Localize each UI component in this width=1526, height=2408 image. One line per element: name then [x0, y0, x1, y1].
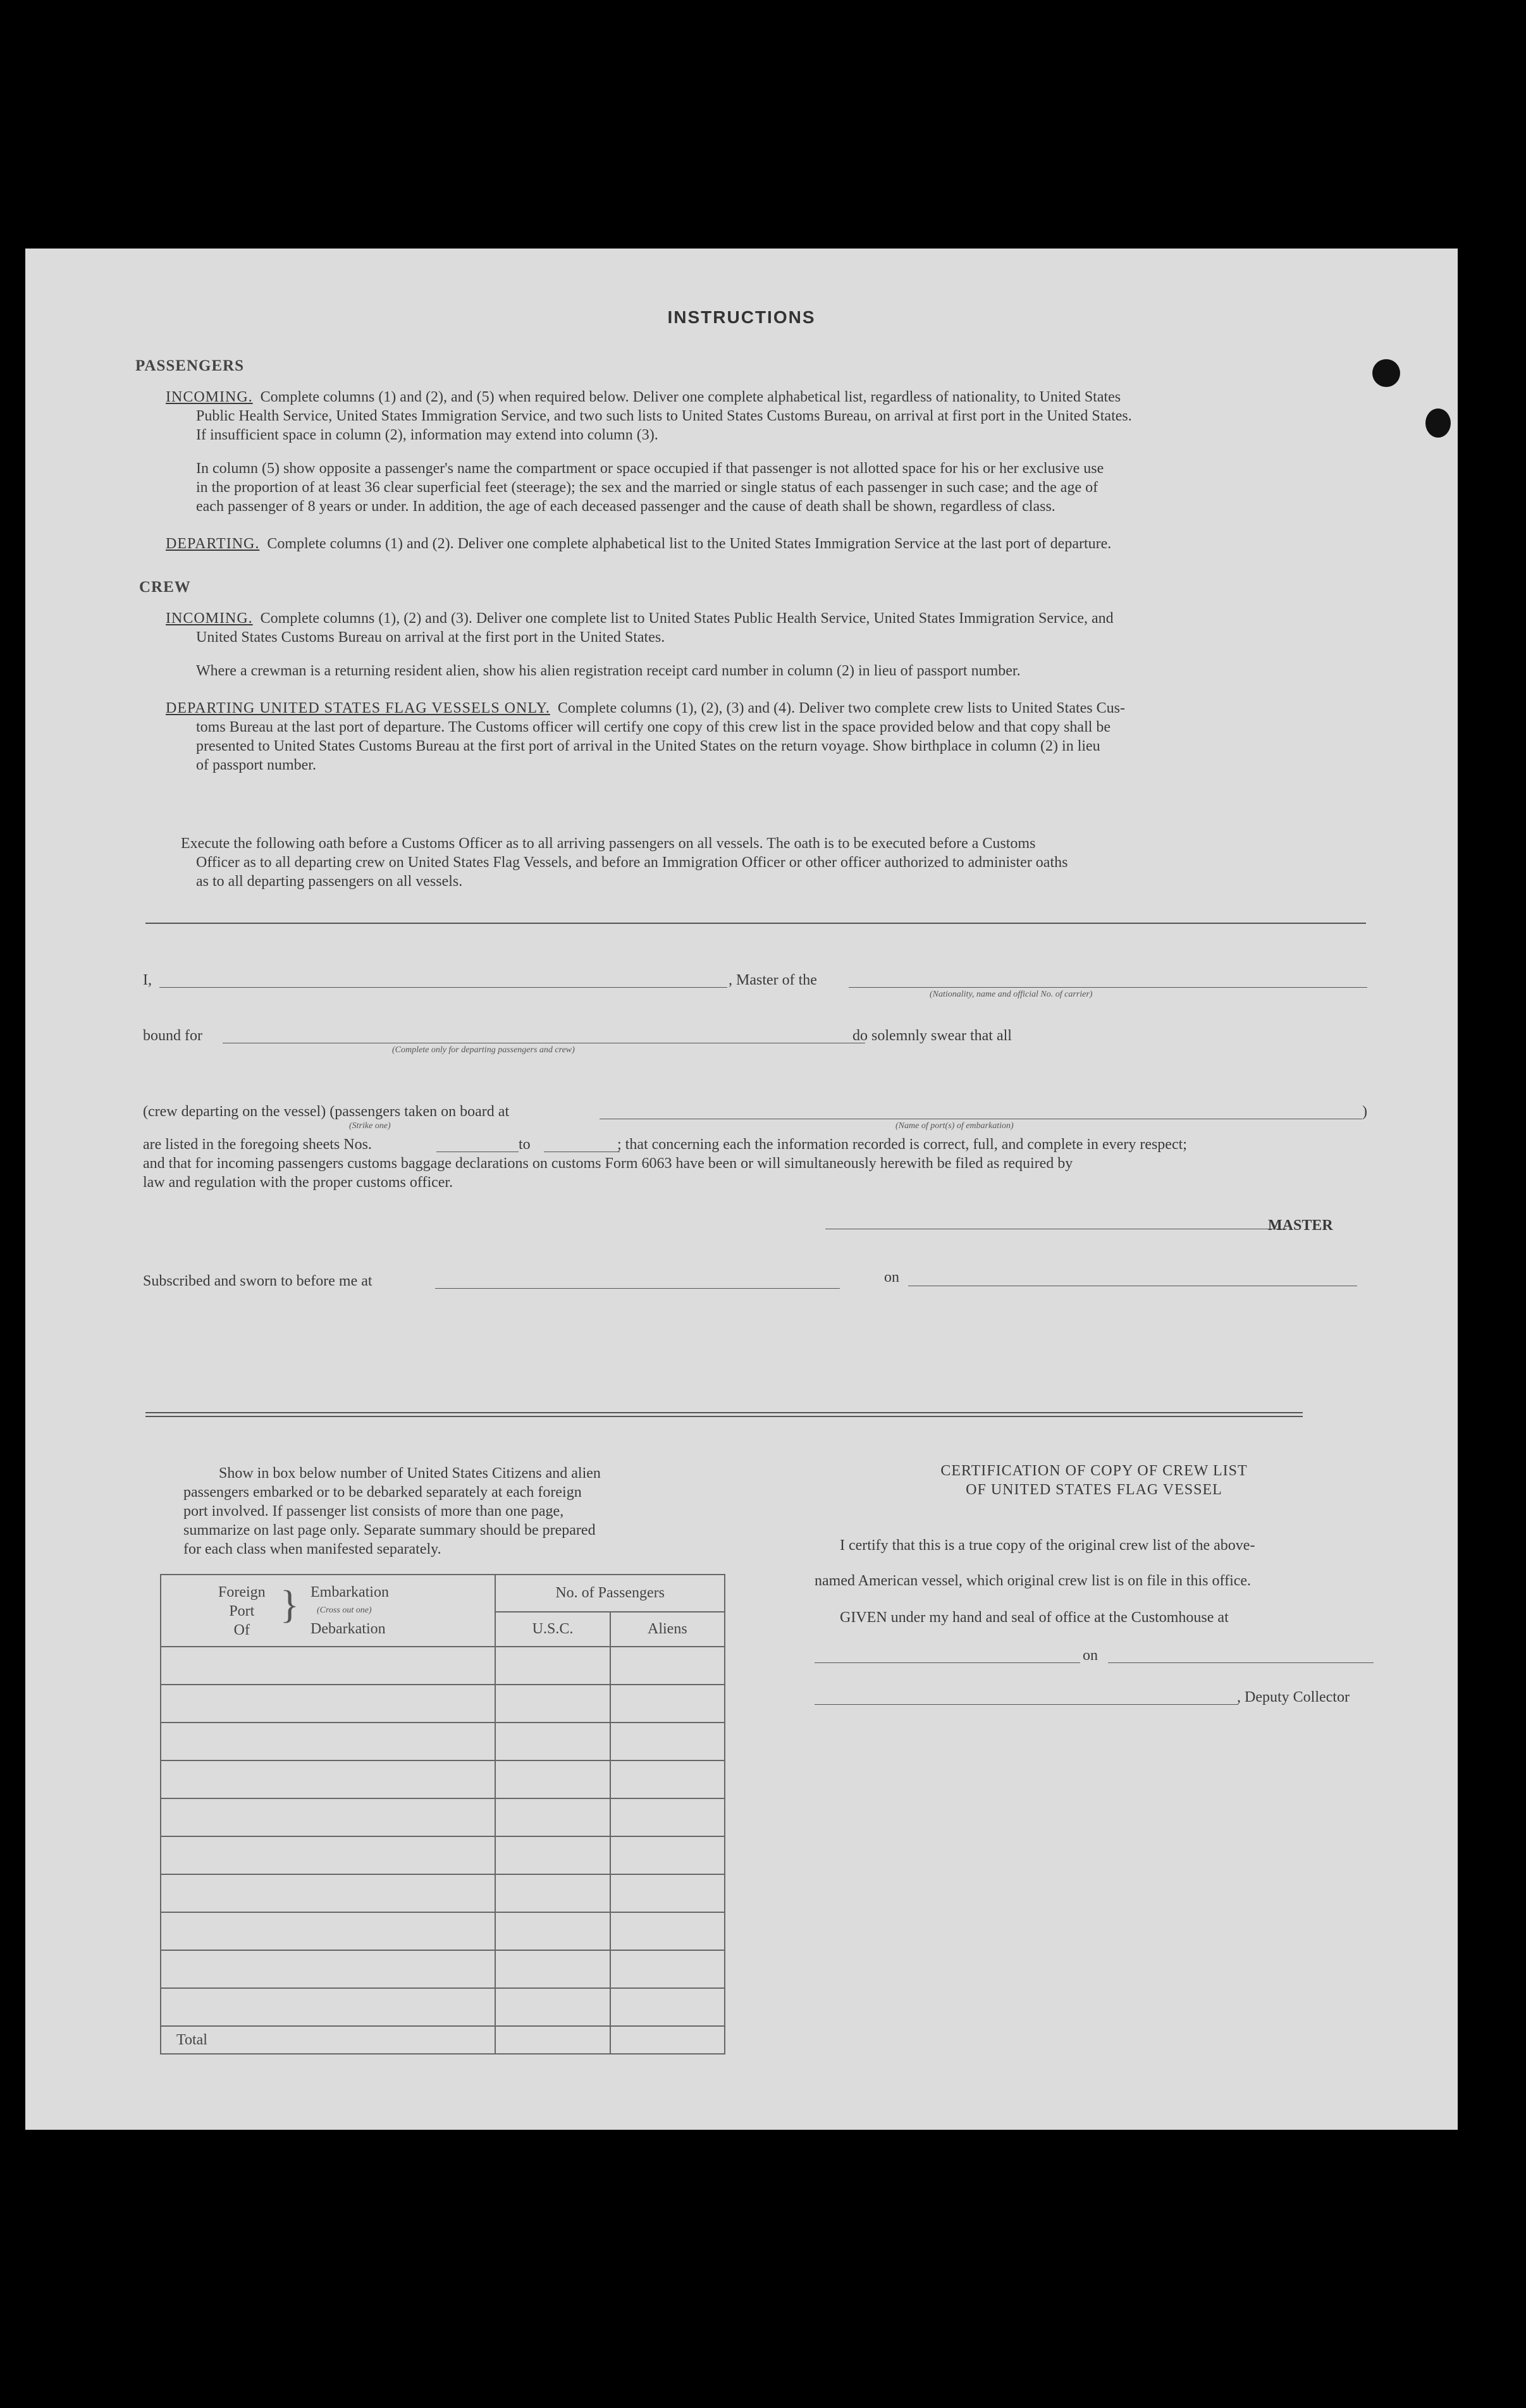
certification-line-3: GIVEN under my hand and seal of office at the Customhouse at [840, 1609, 1229, 1626]
aliens-header: Aliens [610, 1612, 725, 1647]
customhouse-field[interactable] [815, 1662, 1080, 1663]
passengers-departing-label: DEPARTING. [166, 536, 260, 552]
usc-cell[interactable] [495, 1836, 610, 1874]
listed-line-2: and that for incoming passengers customs baggage declarations on customs Form 6063 have been or will simultaneously herewith be filed as required by [143, 1155, 1073, 1172]
ports-caption: (Name of port(s) of embarkation) [895, 1121, 1014, 1131]
close-paren: ) [1362, 1103, 1367, 1120]
brace-icon: } [280, 1583, 299, 1626]
foreign-port-of [218, 1583, 266, 1640]
aliens-cell[interactable] [610, 1912, 725, 1950]
summary-instruction-1: Show in box below number of United States Citizens and alien [219, 1465, 601, 1482]
summary-row [161, 1647, 725, 1685]
embark-debark [311, 1583, 389, 1638]
summary-row [161, 1685, 725, 1723]
of-label: Of [233, 1622, 250, 1638]
summary-row [161, 1836, 725, 1874]
punch-hole-top [1372, 359, 1400, 387]
usc-cell[interactable] [495, 1760, 610, 1798]
subscribed-label: Subscribed and sworn to before me at [143, 1273, 372, 1289]
crew-departing-line-2: presented to United States Customs Bureau at the first port of arrival in the United States on the return voyage. Show birthplace in column (2) in lieu [196, 738, 1100, 754]
summary-row [161, 1988, 725, 2026]
aliens-cell[interactable] [610, 1685, 725, 1723]
port-header-cell [161, 1575, 495, 1647]
column5-line-1: In column (5) show opposite a passenger's name the compartment or space occupied if that passenger is not allotted space for his or her exclusive use [196, 460, 1104, 477]
no-passengers-header: No. of Passengers [495, 1575, 725, 1612]
master-of-label: , Master of the [729, 972, 817, 988]
certification-on-label: on [1083, 1647, 1098, 1664]
master-name-field[interactable] [159, 987, 727, 988]
aliens-cell[interactable] [610, 1798, 725, 1836]
certification-date-field[interactable] [1108, 1662, 1374, 1663]
summary-row [161, 1874, 725, 1912]
certification-title-2: OF UNITED STATES FLAG VESSEL [966, 1482, 1222, 1498]
port-cell[interactable] [161, 1912, 495, 1950]
passenger-summary-table [160, 1574, 725, 2055]
crew-heading: CREW [139, 579, 191, 596]
crew-departing-oath-label: (crew departing on the vessel) (passengers taken on board at [143, 1103, 510, 1120]
punch-hole-bottom [1425, 408, 1451, 438]
passengers-departing-text: Complete columns (1) and (2). Deliver one complete alphabetical list to the United States Immigration Service at the last port of departure. [267, 536, 1112, 552]
port-cell[interactable] [161, 1798, 495, 1836]
column5-line-2: in the proportion of at least 36 clear superficial feet (steerage); the sex and the married or single status of each passenger in such case; and the age of [196, 479, 1098, 496]
usc-cell[interactable] [495, 1950, 610, 1988]
certification-line-2: named American vessel, which original crew list is on file in this office. [815, 1573, 1252, 1589]
carrier-field[interactable] [849, 987, 1367, 988]
passengers-incoming-line-1: Complete columns (1) and (2), and (5) when required below. Deliver one complete alphabetical list, regardless of nationality, to United States [260, 389, 1121, 405]
aliens-cell[interactable] [610, 1760, 725, 1798]
cross-out-caption: (Cross out one) [317, 1606, 372, 1615]
summary-row [161, 1912, 725, 1950]
listed-sheets-label: are listed in the foregoing sheets Nos. [143, 1136, 372, 1153]
passengers-incoming-label: INCOMING. [166, 389, 253, 405]
usc-cell[interactable] [495, 1647, 610, 1685]
aliens-cell[interactable] [610, 1874, 725, 1912]
aliens-cell[interactable] [610, 1950, 725, 1988]
summary-row [161, 1723, 725, 1760]
subscribed-on-label: on [884, 1269, 899, 1286]
usc-cell[interactable] [495, 1874, 610, 1912]
crew-departing-block [166, 699, 1125, 718]
departing-caption: (Complete only for departing passengers and crew) [392, 1045, 575, 1055]
summary-instruction-4: summarize on last page only. Separate summary should be prepared [183, 1522, 596, 1539]
subscribed-place-field[interactable] [435, 1288, 840, 1289]
summary-instruction-3: port involved. If passenger list consists of more than one page, [183, 1503, 564, 1520]
summary-instruction-5: for each class when manifested separately. [183, 1541, 441, 1557]
aliens-cell[interactable] [610, 1988, 725, 2026]
master-label: MASTER [1268, 1217, 1333, 1234]
form-page [25, 249, 1458, 2130]
port-cell[interactable] [161, 1647, 495, 1685]
passengers-heading: PASSENGERS [135, 357, 245, 374]
port-cell[interactable] [161, 1685, 495, 1723]
port-cell[interactable] [161, 1874, 495, 1912]
summary-instruction-2: passengers embarked or to be debarked separately at each foreign [183, 1484, 582, 1501]
passengers-incoming-block [166, 388, 1121, 407]
deputy-collector-signature-field[interactable] [815, 1704, 1238, 1705]
usc-header: U.S.C. [495, 1612, 610, 1647]
bound-for-label: bound for [143, 1028, 202, 1044]
port-cell[interactable] [161, 1836, 495, 1874]
port-cell[interactable] [161, 1760, 495, 1798]
crew-departing-label: DEPARTING UNITED STATES FLAG VESSELS ONLY. [166, 700, 550, 716]
certification-title-1: CERTIFICATION OF COPY OF CREW LIST [940, 1463, 1248, 1479]
strike-one-caption: (Strike one) [349, 1121, 391, 1131]
aliens-cell[interactable] [610, 1836, 725, 1874]
crew-incoming-block [166, 609, 1114, 628]
port-cell[interactable] [161, 1723, 495, 1760]
oath-line-1: Execute the following oath before a Customs Officer as to all arriving passengers on all vessels. The oath is to be executed before a Customs [181, 835, 1036, 852]
foreign-label: Foreign [218, 1584, 266, 1600]
summary-row [161, 1798, 725, 1836]
listed-line-3: law and regulation with the proper customs officer. [143, 1174, 453, 1191]
summary-row [161, 1760, 725, 1798]
passengers-incoming-line-2: Public Health Service, United States Immigration Service, and two such lists to United States Customs Bureau, on arrival at first port in the United States. [196, 408, 1132, 424]
crew-incoming-label: INCOMING. [166, 610, 253, 627]
usc-cell[interactable] [495, 1685, 610, 1723]
embarkation-label: Embarkation [311, 1584, 389, 1600]
listed-to-label: to [519, 1136, 531, 1153]
deputy-collector-label: , Deputy Collector [1237, 1689, 1350, 1705]
crew-incoming-line-2: United States Customs Bureau on arrival at the first port in the United States. [196, 629, 665, 646]
column5-line-3: each passenger of 8 years or under. In addition, the age of each deceased passenger and the cause of death shall be shown, regardless of class. [196, 498, 1055, 515]
aliens-cell[interactable] [610, 1723, 725, 1760]
oath-line-3: as to all departing passengers on all vessels. [196, 873, 463, 890]
total-usc-cell[interactable] [495, 2026, 610, 2054]
crew-departing-line-3: of passport number. [196, 757, 316, 773]
total-label: Total [161, 2026, 495, 2054]
certification-line-1: I certify that this is a true copy of the original crew list of the above- [840, 1537, 1255, 1554]
page-title: INSTRUCTIONS [667, 307, 816, 327]
total-aliens-cell[interactable] [610, 2026, 725, 2054]
usc-cell[interactable] [495, 1912, 610, 1950]
usc-cell[interactable] [495, 1798, 610, 1836]
port-cell[interactable] [161, 1988, 495, 2026]
oath-bottom-rule [145, 1412, 1303, 1413]
debarkation-label: Debarkation [311, 1621, 386, 1637]
crew-incoming-line-1: Complete columns (1), (2) and (3). Deliver one complete list to United States Public Health Service, United States Immigration Service, and [260, 610, 1114, 627]
port-label: Port [229, 1603, 255, 1619]
usc-cell[interactable] [495, 1988, 610, 2026]
crew-departing-line-1: toms Bureau at the last port of departure. The Customs officer will certify one copy of this crew list in the space provided below and that copy shall be [196, 719, 1111, 735]
oath-top-rule [145, 923, 1366, 924]
passengers-incoming-line-3: If insufficient space in column (2), information may extend into column (3). [196, 427, 658, 443]
oath-line-2: Officer as to all departing crew on United States Flag Vessels, and before an Immigration Officer or other officer authorized to administer oaths [196, 854, 1068, 871]
oath-i-label: I, [143, 972, 152, 988]
aliens-cell[interactable] [610, 1647, 725, 1685]
oath-bottom-rule-2 [145, 1416, 1303, 1417]
resident-alien-note: Where a crewman is a returning resident alien, show his alien registration receipt card number in column (2) in lieu of passport number. [196, 663, 1021, 679]
passengers-departing-block [166, 534, 1111, 553]
port-cell[interactable] [161, 1950, 495, 1988]
crew-departing-first: Complete columns (1), (2), (3) and (4). Deliver two complete crew lists to United States Cus- [557, 700, 1125, 716]
summary-row [161, 1950, 725, 1988]
listed-correct-text: ; that concerning each the information recorded is correct, full, and complete in every respect; [617, 1136, 1187, 1153]
swear-label: do solemnly swear that all [852, 1028, 1012, 1044]
usc-cell[interactable] [495, 1723, 610, 1760]
carrier-caption: (Nationality, name and official No. of carrier) [930, 990, 1093, 999]
